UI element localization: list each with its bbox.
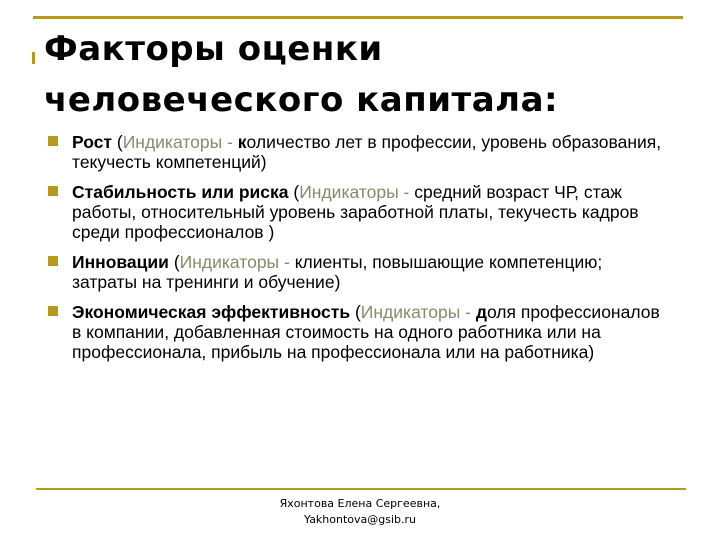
factor-term: Рост: [72, 132, 112, 152]
list-item: [48, 132, 668, 172]
paren-open: (: [350, 302, 361, 322]
factor-term: Экономическая эффективность: [72, 302, 351, 322]
factor-lead-letter: к: [237, 132, 247, 152]
footer: [240, 496, 480, 528]
footer-email: Yakhontova@gsib.ru: [303, 513, 417, 526]
list-item: [48, 252, 668, 292]
square-bullet-icon: [48, 136, 58, 146]
factor-description: оличество лет в профессии, уровень образования, текучесть компетенций): [72, 132, 662, 172]
footer-author: Яхонтова Елена Сергеевна,: [279, 497, 441, 510]
list-item: [48, 182, 668, 242]
paren-open: (: [288, 182, 300, 202]
factor-description: оля профессионалов в компании, добавленная стоимость на одного работника или на профессионала, прибыль на профессионала или на работника): [72, 302, 660, 362]
factor-lead-letter: д: [475, 302, 487, 322]
factor-list: [48, 132, 668, 372]
indicator-label: Индикаторы -: [360, 302, 476, 322]
indicator-label: Индикаторы -: [179, 252, 295, 272]
factor-term: Стабильность или риска: [72, 182, 289, 202]
list-item: [48, 302, 668, 362]
paren-open: (: [168, 252, 180, 272]
indicator-label: Индикаторы -: [299, 182, 415, 202]
square-bullet-icon: [48, 256, 58, 266]
square-bullet-icon: [48, 186, 58, 196]
factor-description: клиенты, повышающие компетенцию; затраты на тренинги и обучение): [72, 252, 603, 292]
paren-open: (: [112, 132, 123, 152]
footer-rule: [36, 488, 686, 490]
factor-term: Инновации: [72, 252, 169, 272]
title-accent-bar: [32, 52, 35, 64]
factor-description: средний возраст ЧР, стаж работы, относительный уровень заработной платы, текучесть кадров среди профессионалов ): [72, 182, 639, 242]
indicator-label: Индикаторы -: [122, 132, 238, 152]
top-rule: [33, 16, 683, 19]
slide-title: Факторы оценки человеческого капитала:: [44, 29, 559, 120]
square-bullet-icon: [48, 306, 58, 316]
